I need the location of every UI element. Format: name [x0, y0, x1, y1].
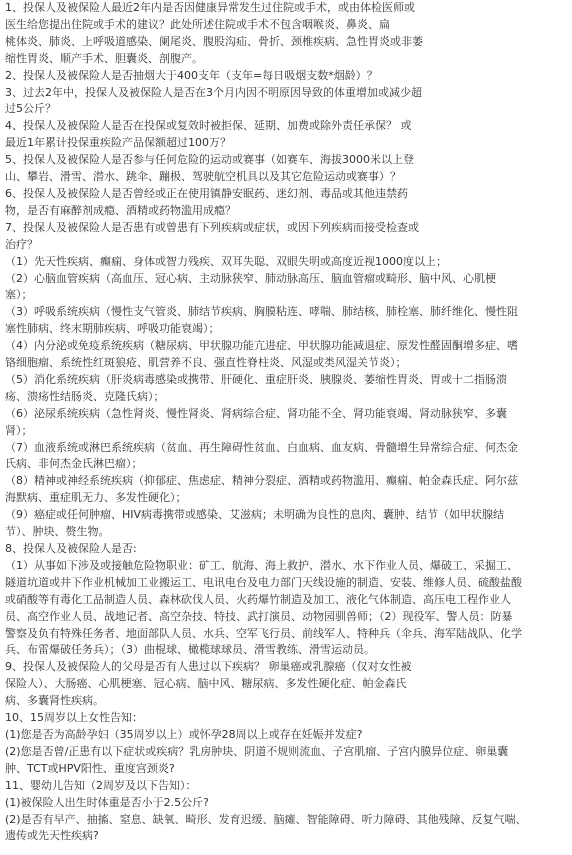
- disclosure-line: 铬细胞瘤、系统性红斑狼疮、肌营养不良、强直性脊柱炎、风湿或类风湿关节炎）；: [5, 356, 407, 370]
- disclosure-paragraph: [5, 186, 566, 220]
- disclosure-line: 山、攀岩、滑雪、潜水、跳伞、蹦极、驾驶航空机具以及其它危险运动或赛事）？: [5, 170, 401, 184]
- disclosure-paragraph: [5, 118, 566, 152]
- disclosure-line: 物，是否有麻醉剂成瘾、酒精或药物滥用成瘾？: [5, 203, 236, 217]
- disclosure-paragraph: [5, 254, 566, 271]
- disclosure-paragraph: [5, 440, 566, 474]
- disclosure-paragraph: [5, 812, 566, 846]
- disclosure-line: 6、投保人及被保险人是否曾经或正在使用镇静安眠药、迷幻剂、毒品或其他违禁药: [5, 186, 408, 200]
- disclosure-line: （3）呼吸系统疾病（慢性支气管炎、肺结节疾病、胸膜粘连、哮喘、肺结核、肺栓塞、肺纤维化、慢性阻: [5, 305, 518, 319]
- disclosure-line: (2)您是否曾/正患有以下症状或疾病？乳房肿块、阴道不规则流血、子宫肌瘤、子宫内膜异位症、卵巢囊: [5, 744, 509, 758]
- disclosure-paragraph: [5, 68, 566, 85]
- disclosure-paragraph: [5, 406, 566, 440]
- disclosure-line: 9、投保人及被保险人的父母是否有人患过以下疾病？ 卵巢癌或乳腺癌（仅对女性被: [5, 660, 412, 674]
- disclosure-paragraph: [5, 271, 566, 305]
- disclosure-line: 10、15周岁以上女性告知：: [5, 711, 143, 725]
- disclosure-paragraph: [5, 710, 566, 727]
- disclosure-line: （9）癌症或任何肿瘤、HIV病毒携带或感染、艾滋病；未明确为良性的息肉、囊肿、结节（如甲状腺结: [5, 508, 505, 522]
- disclosure-line: (1)您是否为高龄孕妇（35周岁以上）或怀孕28周以上或存在妊娠并发症?: [5, 727, 363, 741]
- disclosure-line: （7）血液系统或淋巴系统疾病（贫血、再生障碍性贫血、白血病、血友病、骨髓增生异常综合症、何杰金: [5, 440, 518, 454]
- disclosure-line: （4）内分泌或免疫系统疾病（糖尿病、甲状腺功能亢进症、甲状腺功能减退症、原发性醛固酮增多症、嗜: [5, 339, 518, 353]
- disclosure-line: 肿、TCT或HPV阳性、重度宫颈炎?: [5, 761, 175, 775]
- disclosure-paragraph: [5, 304, 566, 338]
- disclosure-line: 隧道坑道或井下作业机械加工业搬运工、电讯电台及电力部门天线设施的制造、安装、维修人员、硫酸盐酸: [5, 575, 522, 589]
- disclosure-line: 2、投保人及被保险人是否抽烟大于400支年（支年=每日吸烟支数*烟龄）？: [5, 68, 378, 82]
- disclosure-paragraph: [5, 220, 566, 254]
- disclosure-line: （1）从事如下涉及或接触危险物职业：矿工、航海、海上救护、潜水、水下作业人员、爆破工、采掘工、: [5, 558, 518, 572]
- disclosure-paragraph: [5, 744, 566, 778]
- disclosure-line: 疡、溃疡性结肠炎、克隆氏病）；: [5, 389, 165, 403]
- disclosure-line: (1)被保险人出生时体重是否小于2.5公斤?: [5, 795, 209, 809]
- disclosure-line: 兵、布雷爆破任务兵）；（3）曲棍球、橄榄球球员、滑雪教练、滑雪运动员。: [5, 643, 375, 657]
- disclosure-paragraph: [5, 795, 566, 812]
- disclosure-line: (2)是否有早产、抽搐、窒息、缺氧、畸形、发育迟缓、脑瘫、智能障碍、听力障碍、其他残障、反复气喘、: [5, 812, 527, 826]
- disclosure-line: 保险人）、大肠癌、心肌梗塞、冠心病、脑中风、糖尿病、多发性硬化症、帕金森氏: [5, 677, 407, 691]
- disclosure-line: （1）先天性疾病、癫痫、身体或智力残疾、双耳失聪、双眼失明或高度近视1000度以上；: [5, 254, 447, 268]
- disclosure-line: （2）心脑血管疾病（高血压、冠心病、主动脉狭窄、肺动脉高压、脑血管瘤或畸形、脑中风、心肌梗: [5, 271, 496, 285]
- disclosure-paragraph: [5, 727, 566, 744]
- disclosure-line: 缩性胃炎、顺产手术、胆囊炎、剖腹产。: [5, 51, 203, 65]
- disclosure-line: 7、投保人及被保险人是否患有或曾患有下列疾病或症状，或因下列疾病而接受检查或: [5, 220, 419, 234]
- disclosure-line: 病、多囊肾性疾病。: [5, 694, 104, 708]
- disclosure-line: 肾）；: [5, 423, 33, 437]
- disclosure-line: 警察及负有特殊任务者、地面部队人员、水兵、空军飞行员、前线军人、特种兵（伞兵、海军陆战队、化学: [5, 626, 522, 640]
- disclosure-line: 最近1年累计投保重疾险产品保额超过100万？: [5, 136, 231, 150]
- disclosure-line: 医生给您提出住院或手术的建议？此处所述住院或手术不包含咽喉炎、鼻炎、扁: [5, 17, 390, 31]
- disclosure-line: 5、投保人及被保险人是否参与任何危险的运动或赛事（如赛车、海拔3000米以上登: [5, 153, 414, 167]
- disclosure-paragraph: [5, 659, 566, 710]
- disclosure-line: 海默病、重症肌无力、多发性硬化）；: [5, 491, 187, 505]
- disclosure-line: 塞）；: [5, 288, 33, 302]
- disclosure-paragraph: [5, 473, 566, 507]
- disclosure-line: 11、婴幼儿告知（2周岁及以下告知）：: [5, 778, 197, 792]
- disclosure-line: 或硝酸等有毒化工品制造人员、森林砍伐人员、火药爆竹制造及加工、液化气体制造、高压电工程作业人: [5, 592, 511, 606]
- disclosure-line: 3、过去2年中，投保人及被保险人是否在3个月内因不明原因导致的体重增加或减少超: [5, 85, 422, 99]
- disclosure-line: 节）、肿块、赘生物。: [5, 525, 110, 539]
- disclosure-paragraph: [5, 0, 566, 68]
- disclosure-line: 过5公斤？: [5, 102, 56, 116]
- disclosure-line: 4、投保人及被保险人是否在投保或复效时被拒保、延期、加费或除外责任承保？ 或: [5, 119, 412, 133]
- disclosure-line: 治疗？: [5, 237, 38, 251]
- disclosure-line: 1、投保人及被保险人最近2年内是否因健康异常发生过住院或手术，或由体检医师或: [5, 1, 415, 14]
- disclosure-line: （8）精神或神经系统疾病（抑郁症、焦虑症、精神分裂症、酒精或药物滥用、癫痫、帕金森氏症、阿尔兹: [5, 474, 518, 488]
- disclosure-line: 氏病、非何杰金氏淋巴瘤）；: [5, 457, 143, 471]
- disclosure-line: （5）消化系统疾病（肝炎病毒感染或携带、肝硬化、重症肝炎、胰腺炎、萎缩性胃炎、胃或十二指肠溃: [5, 372, 507, 386]
- disclosure-line: 遗传或先天性疾病?: [5, 829, 99, 843]
- disclosure-paragraph: [5, 85, 566, 119]
- disclosure-line: 桃体炎、肺炎、上呼吸道感染、阑尾炎、腹股沟疝、骨折、颈椎疾病、急性胃炎或非萎: [5, 34, 423, 48]
- disclosure-paragraph: [5, 558, 566, 659]
- disclosure-paragraph: [5, 338, 566, 372]
- disclosure-line: （6）泌尿系统疾病（急性肾炎、慢性肾炎、肾病综合症、肾功能不全、肾功能衰竭、肾动脉狭窄、多囊: [5, 406, 507, 420]
- disclosure-line: 8、投保人及被保险人是否:: [5, 542, 137, 555]
- disclosure-paragraph: [5, 507, 566, 541]
- disclosure-line: 塞性肺病、终末期肺疾病、呼吸功能衰竭）；: [5, 322, 220, 336]
- disclosure-line: 员、高空作业人员、战地记者、高空杂技、特技、武打演员、动物园驯兽师；（2）现役军、警人员：防暴: [5, 609, 513, 623]
- disclosure-paragraph: [5, 152, 566, 186]
- disclosure-paragraph: [5, 372, 566, 406]
- disclosure-paragraph: [5, 541, 566, 558]
- disclosure-paragraph: [5, 778, 566, 795]
